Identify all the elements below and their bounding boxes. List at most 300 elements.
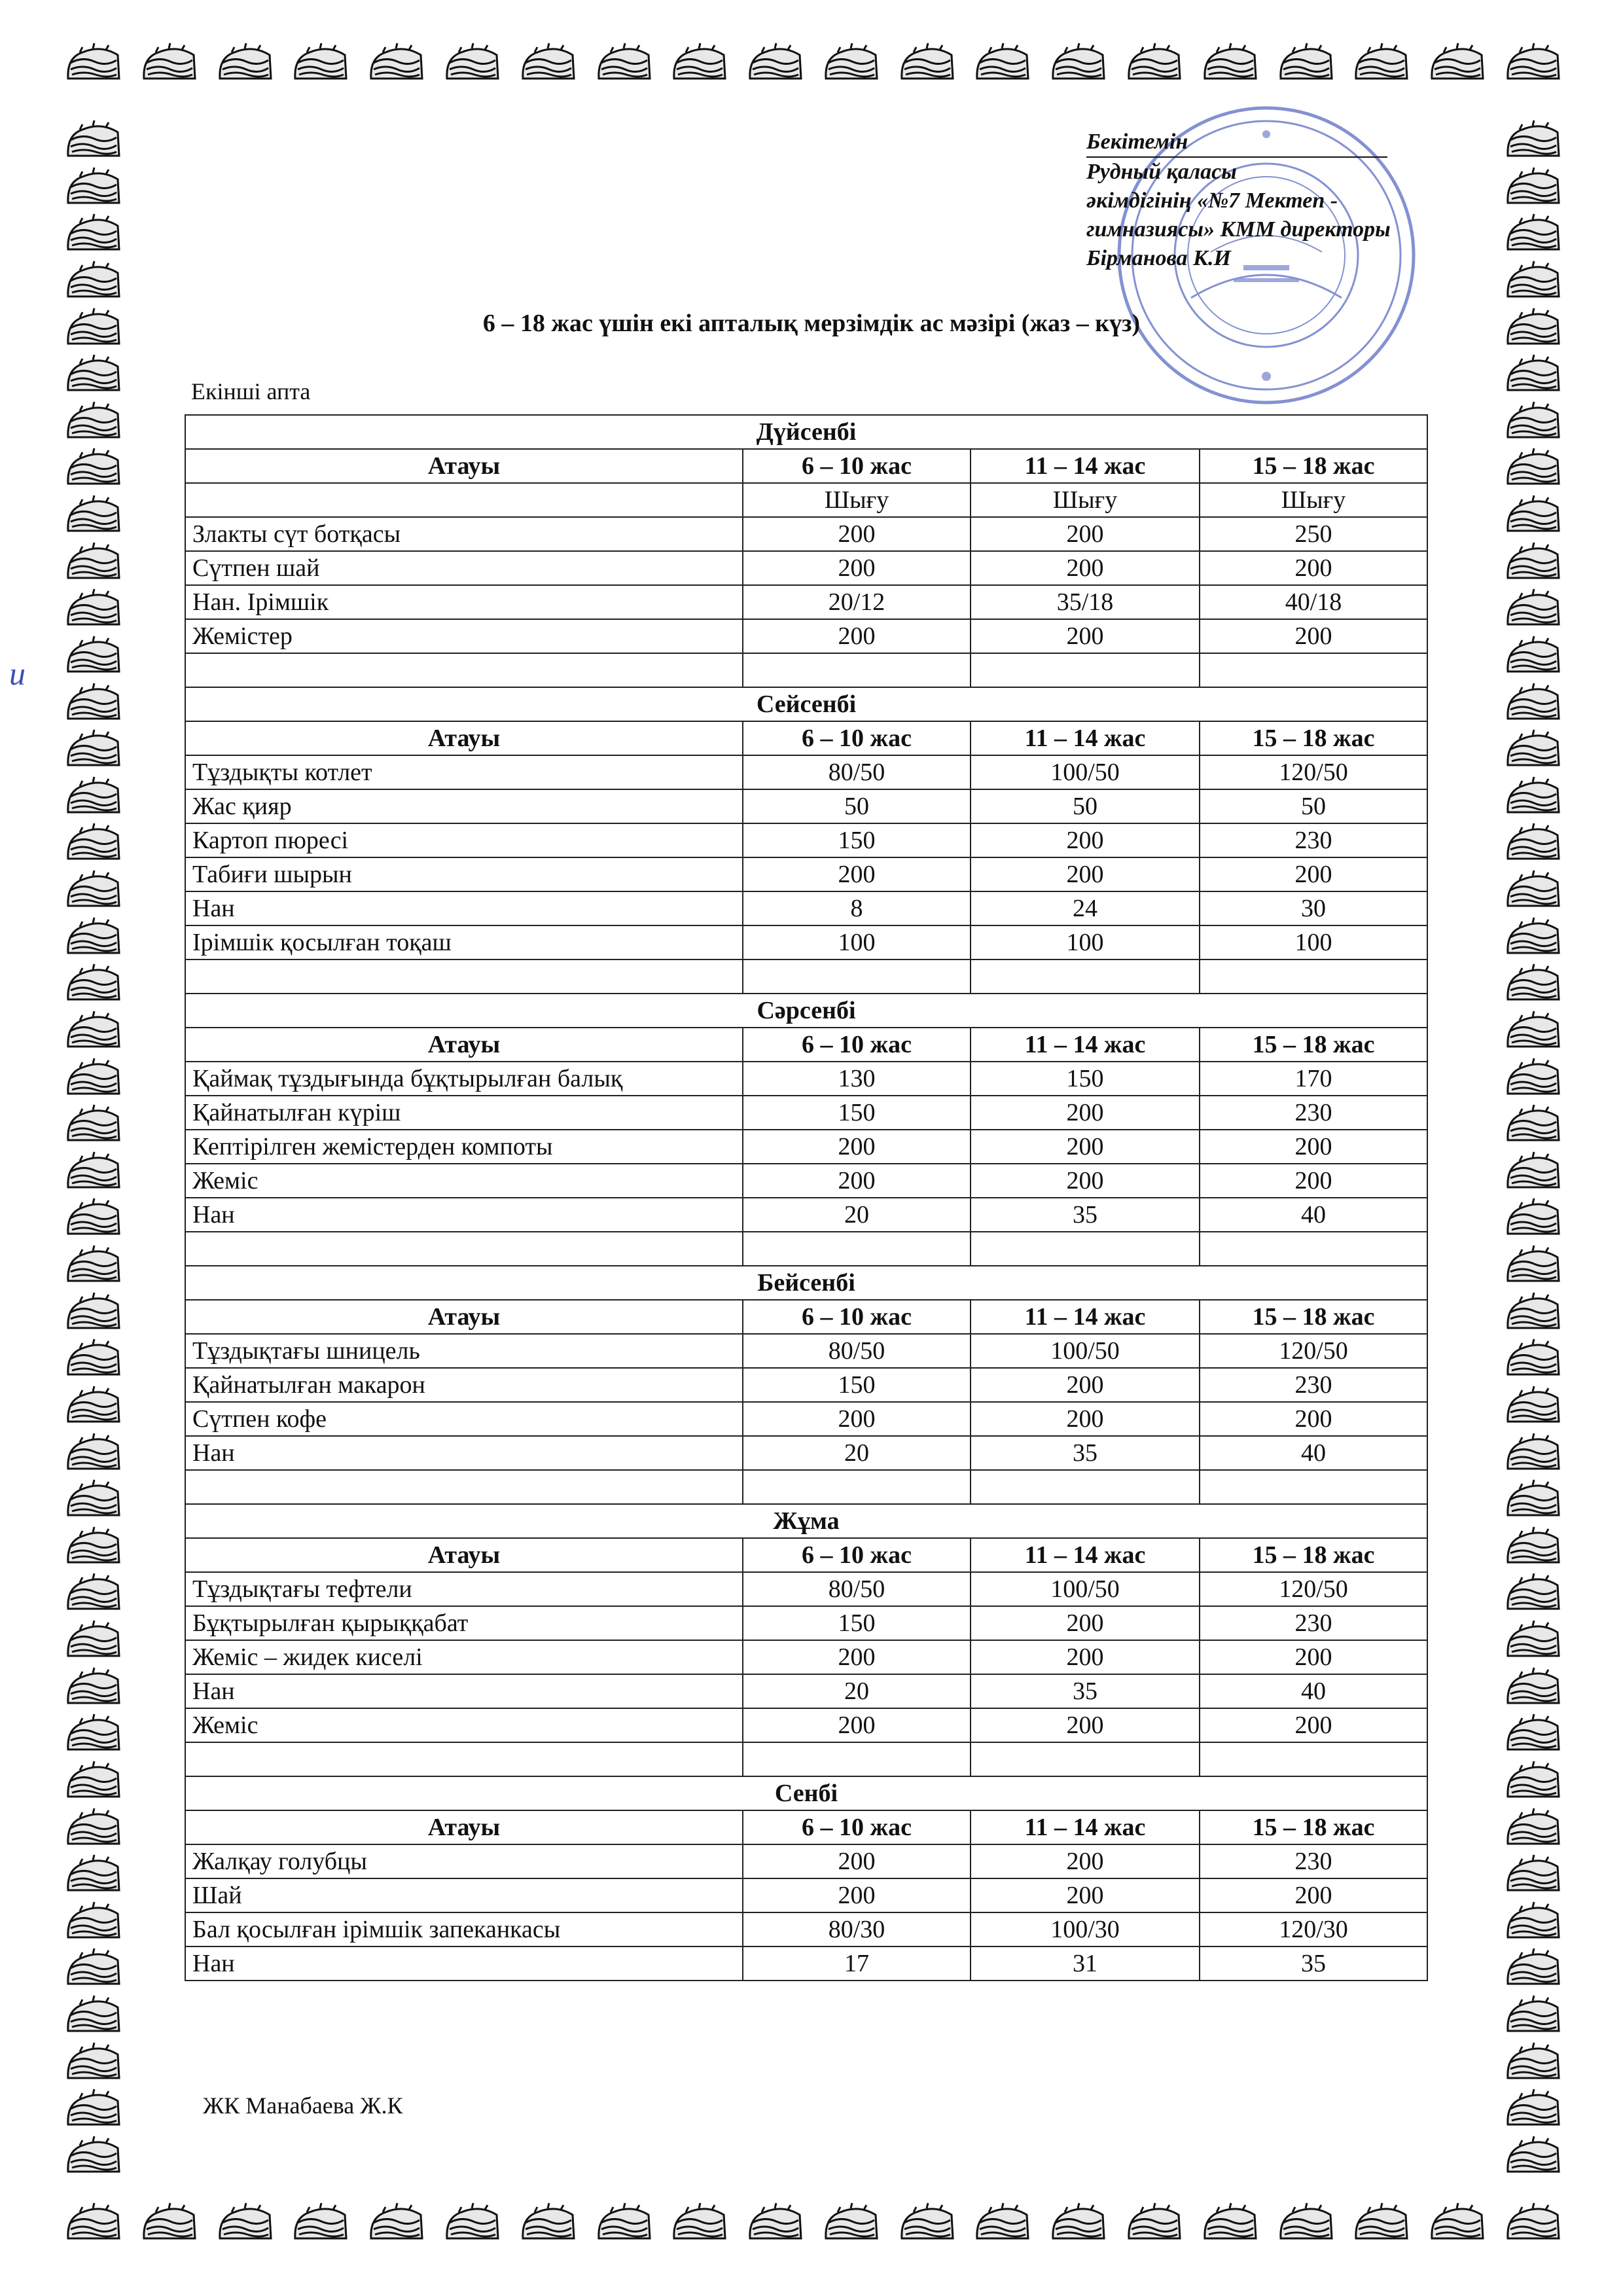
border-ornament-icon <box>1503 399 1563 446</box>
portion-11-14: 200 <box>971 823 1200 857</box>
table-row <box>185 1708 1427 1742</box>
portion-6-10: 80/50 <box>743 755 971 789</box>
header-name: Атауы <box>185 449 743 483</box>
dish-name: Қайнатылған күріш <box>185 1096 743 1130</box>
dish-name: Тұздықтағы тефтели <box>185 1572 743 1606</box>
border-ornament-icon <box>63 681 123 728</box>
border-ornament-icon <box>1503 1618 1563 1665</box>
table-row <box>185 823 1427 857</box>
table-row <box>185 891 1427 925</box>
day-name: Жұма <box>185 1504 1427 1538</box>
portion-11-14: 200 <box>971 1130 1200 1164</box>
column-header-row <box>185 449 1427 483</box>
dish-name: Жеміс <box>185 1708 743 1742</box>
border-ornament-icon <box>63 118 123 165</box>
portion-11-14: 100/50 <box>971 755 1200 789</box>
portion-6-10: 200 <box>743 857 971 891</box>
border-ornament-icon <box>63 727 123 774</box>
approval-heading: Бекітемін <box>1086 128 1387 158</box>
portion-15-18: 120/50 <box>1200 1572 1427 1606</box>
dish-name: Нан <box>185 891 743 925</box>
table-row <box>185 1368 1427 1402</box>
blank-cell <box>1200 1470 1427 1504</box>
header-age-15-18: 15 – 18 жас <box>1200 1300 1427 1334</box>
portion-11-14: 200 <box>971 1402 1200 1436</box>
border-ornament-icon <box>63 2087 123 2134</box>
border-ornament-icon <box>1124 2200 1184 2248</box>
border-ornament-icon <box>63 961 123 1009</box>
blank-cell <box>1200 653 1427 687</box>
border-ornament-icon <box>63 2040 123 2087</box>
portion-11-14: 100 <box>971 925 1200 960</box>
portion-6-10: 130 <box>743 1062 971 1096</box>
day-row <box>185 1266 1427 1300</box>
blank-cell <box>971 1470 1200 1504</box>
table-row <box>185 619 1427 653</box>
border-ornament-icon <box>290 2200 350 2248</box>
portion-6-10: 200 <box>743 551 971 585</box>
portion-6-10: 80/50 <box>743 1572 971 1606</box>
border-ornament-icon <box>63 774 123 821</box>
portion-15-18: 200 <box>1200 1878 1427 1912</box>
blank-cell <box>971 960 1200 994</box>
dish-name: Злакты сүт ботқасы <box>185 517 743 551</box>
dish-name: Нан <box>185 1198 743 1232</box>
header-age-15-18: 15 – 18 жас <box>1200 721 1427 755</box>
portion-6-10: 200 <box>743 1130 971 1164</box>
border-ornament-icon <box>63 399 123 446</box>
border-ornament-icon <box>518 41 578 88</box>
portion-11-14: 200 <box>971 1606 1200 1640</box>
portion-11-14: 50 <box>971 789 1200 823</box>
portion-6-10: 100 <box>743 925 971 960</box>
portion-15-18: 40 <box>1200 1674 1427 1708</box>
table-row <box>185 585 1427 619</box>
portion-15-18: 230 <box>1200 1096 1427 1130</box>
portion-15-18: 40/18 <box>1200 585 1427 619</box>
day-name: Сейсенбі <box>185 687 1427 721</box>
border-ornament-icon <box>1503 1149 1563 1196</box>
portion-6-10: 20 <box>743 1436 971 1470</box>
table-row <box>185 1878 1427 1912</box>
header-name: Атауы <box>185 1028 743 1062</box>
portion-15-18: 230 <box>1200 1606 1427 1640</box>
portion-6-10: 150 <box>743 1368 971 1402</box>
border-ornament-icon <box>63 1899 123 1946</box>
column-header-row <box>185 721 1427 755</box>
header-age-6-10: 6 – 10 жас <box>743 721 971 755</box>
border-ornament-icon <box>139 41 199 88</box>
border-ornament-icon <box>63 1431 123 1478</box>
day-row <box>185 1504 1427 1538</box>
portion-15-18: 200 <box>1200 857 1427 891</box>
portion-15-18: 230 <box>1200 1368 1427 1402</box>
border-ornament-icon <box>215 2200 275 2248</box>
border-ornament-icon <box>442 41 502 88</box>
approval-director: Бірманова К.И <box>1086 246 1231 270</box>
border-ornament-icon <box>1503 1290 1563 1337</box>
border-ornament-icon <box>63 41 123 88</box>
document-title: 6 – 18 жас үшін екі апталық мерзімдік ас мәзірі (жаз – күз) <box>482 310 1141 337</box>
border-ornament-icon <box>63 1852 123 1899</box>
dish-name: Бұқтырылған қырыққабат <box>185 1606 743 1640</box>
blank-cell <box>743 1232 971 1266</box>
portion-15-18: 120/50 <box>1200 755 1427 789</box>
portion-11-14: 24 <box>971 891 1200 925</box>
blank-cell <box>743 653 971 687</box>
border-ornament-icon <box>1503 493 1563 540</box>
dish-name: Тұздықты котлет <box>185 755 743 789</box>
table-row <box>185 1198 1427 1232</box>
border-ornament-icon <box>1503 1993 1563 2040</box>
column-header-row <box>185 1538 1427 1572</box>
portion-11-14: 150 <box>971 1062 1200 1096</box>
header-age-6-10: 6 – 10 жас <box>743 1538 971 1572</box>
dish-name: Тұздықтағы шницель <box>185 1334 743 1368</box>
border-ornament-icon <box>63 1243 123 1290</box>
blank-cell <box>743 960 971 994</box>
blank-cell <box>185 653 743 687</box>
table-row <box>185 1674 1427 1708</box>
portion-15-18: 120/50 <box>1200 1334 1427 1368</box>
border-ornament-icon <box>63 1477 123 1524</box>
border-ornament-icon <box>1503 2200 1563 2248</box>
border-ornament-icon <box>63 493 123 540</box>
portion-6-10: 20 <box>743 1198 971 1232</box>
border-ornament-icon <box>1503 1899 1563 1946</box>
dish-name: Ірімшік қосылған тоқаш <box>185 925 743 960</box>
border-ornament-icon <box>1503 868 1563 915</box>
blank-cell <box>185 1742 743 1776</box>
border-ornament-icon <box>1048 2200 1108 2248</box>
week-label: Екінші апта <box>191 378 311 404</box>
header-age-11-14: 11 – 14 жас <box>971 1028 1200 1062</box>
blank-cell <box>743 1470 971 1504</box>
border-ornament-icon <box>63 165 123 212</box>
dish-name: Жеміс – жидек киселі <box>185 1640 743 1674</box>
border-ornament-icon <box>1503 1477 1563 1524</box>
border-ornament-icon <box>1503 586 1563 634</box>
border-ornament-icon <box>366 2200 426 2248</box>
dish-name: Нан <box>185 1674 743 1708</box>
border-ornament-icon <box>63 1946 123 1993</box>
table-row <box>185 1130 1427 1164</box>
table-row <box>185 1572 1427 1606</box>
portion-15-18: 40 <box>1200 1436 1427 1470</box>
table-row <box>185 1062 1427 1096</box>
portion-11-14: 200 <box>971 1708 1200 1742</box>
border-ornament-icon <box>290 41 350 88</box>
header-age-6-10: 6 – 10 жас <box>743 1810 971 1844</box>
border-ornament-icon <box>1503 1759 1563 1806</box>
border-ornament-icon <box>1503 1336 1563 1384</box>
day-row <box>185 415 1427 449</box>
table-row <box>185 1436 1427 1470</box>
blank-row <box>185 960 1427 994</box>
portion-11-14: 200 <box>971 517 1200 551</box>
day-row <box>185 1776 1427 1810</box>
border-ornament-icon <box>669 41 729 88</box>
border-ornament-icon <box>215 41 275 88</box>
day-name: Бейсенбі <box>185 1266 1427 1300</box>
portion-15-18: 230 <box>1200 823 1427 857</box>
border-ornament-icon <box>139 2200 199 2248</box>
border-ornament-icon <box>1427 2200 1487 2248</box>
header-name: Атауы <box>185 1538 743 1572</box>
portion-6-10: 20/12 <box>743 585 971 619</box>
header-age-11-14: 11 – 14 жас <box>971 449 1200 483</box>
day-name: Сенбі <box>185 1776 1427 1810</box>
dish-name: Жемістер <box>185 619 743 653</box>
border-ornament-icon <box>594 41 654 88</box>
border-ornament-icon <box>1503 821 1563 868</box>
approval-line: гимназиясы» КММ директоры <box>1086 217 1391 242</box>
border-ornament-icon <box>1503 540 1563 587</box>
column-header-row <box>185 1300 1427 1334</box>
header-name: Атауы <box>185 1810 743 1844</box>
border-ornament-icon <box>1503 2087 1563 2134</box>
portion-6-10: 80/50 <box>743 1334 971 1368</box>
menu-table <box>185 414 1428 1981</box>
dish-name: Картоп пюресі <box>185 823 743 857</box>
border-ornament-icon <box>1503 727 1563 774</box>
border-ornament-icon <box>1503 118 1563 165</box>
portion-15-18: 200 <box>1200 1130 1427 1164</box>
header-name: Атауы <box>185 1300 743 1334</box>
border-ornament-icon <box>1503 2040 1563 2087</box>
border-ornament-icon <box>1503 1712 1563 1759</box>
border-ornament-icon <box>745 2200 805 2248</box>
border-ornament-icon <box>63 1571 123 1618</box>
portion-6-10: 200 <box>743 1878 971 1912</box>
blank-row <box>185 653 1427 687</box>
border-ornament-icon <box>897 41 957 88</box>
border-ornament-icon <box>1503 352 1563 399</box>
column-header-row <box>185 1028 1427 1062</box>
portion-11-14: 200 <box>971 1368 1200 1402</box>
table-row <box>185 1912 1427 1946</box>
dish-name: Жеміс <box>185 1164 743 1198</box>
header-age-6-10: 6 – 10 жас <box>743 1028 971 1062</box>
day-name: Сәрсенбі <box>185 994 1427 1028</box>
border-ornament-icon <box>63 821 123 868</box>
dish-name: Нан <box>185 1946 743 1981</box>
blank-cell <box>185 960 743 994</box>
portion-11-14: 35 <box>971 1198 1200 1232</box>
blank-cell <box>185 1470 743 1504</box>
header-age-15-18: 15 – 18 жас <box>1200 1538 1427 1572</box>
border-ornament-icon <box>1503 1852 1563 1899</box>
blank-cell <box>1200 1742 1427 1776</box>
portion-15-18: 200 <box>1200 619 1427 653</box>
portion-15-18: 200 <box>1200 1640 1427 1674</box>
blank-row <box>185 1742 1427 1776</box>
border-ornament-icon <box>1200 2200 1260 2248</box>
column-header-row <box>185 1810 1427 1844</box>
blank-row <box>185 1232 1427 1266</box>
border-ornament-icon <box>63 915 123 962</box>
dish-name: Нан. Ірімшік <box>185 585 743 619</box>
border-ornament-icon <box>1503 165 1563 212</box>
border-ornament-icon <box>63 1618 123 1665</box>
table-row <box>185 755 1427 789</box>
portion-6-10: 20 <box>743 1674 971 1708</box>
dish-name: Бал қосылған ірімшік запеканкасы <box>185 1912 743 1946</box>
portion-15-18: 230 <box>1200 1844 1427 1878</box>
dish-name: Табиғи шырын <box>185 857 743 891</box>
border-ornament-icon <box>669 2200 729 2248</box>
portion-6-10: 200 <box>743 1844 971 1878</box>
border-ornament-icon <box>63 1102 123 1149</box>
border-ornament-icon <box>63 1759 123 1806</box>
yield-label: Шығу <box>1200 483 1427 517</box>
border-ornament-icon <box>897 2200 957 2248</box>
table-row <box>185 1096 1427 1130</box>
dish-name: Жалқау голубцы <box>185 1844 743 1878</box>
portion-11-14: 200 <box>971 857 1200 891</box>
border-ornament-icon <box>1503 1243 1563 1290</box>
border-ornament-icon <box>1503 1571 1563 1618</box>
border-ornament-icon <box>63 1009 123 1056</box>
border-ornament-icon <box>1503 1524 1563 1571</box>
header-age-15-18: 15 – 18 жас <box>1200 1028 1427 1062</box>
portion-6-10: 80/30 <box>743 1912 971 1946</box>
border-ornament-icon <box>63 1524 123 1571</box>
portion-6-10: 150 <box>743 1606 971 1640</box>
portion-15-18: 100 <box>1200 925 1427 960</box>
border-ornament-icon <box>972 2200 1032 2248</box>
portion-11-14: 35 <box>971 1436 1200 1470</box>
border-ornament-icon <box>1503 211 1563 259</box>
border-ornament-icon <box>63 1196 123 1243</box>
border-ornament-icon <box>745 41 805 88</box>
blank-cell <box>185 1232 743 1266</box>
table-row <box>185 1164 1427 1198</box>
table-row <box>185 1402 1427 1436</box>
dish-name: Жас қияр <box>185 789 743 823</box>
dish-name: Нан <box>185 1436 743 1470</box>
table-row <box>185 1844 1427 1878</box>
blank-cell <box>971 1742 1200 1776</box>
approval-block <box>1086 128 1479 273</box>
border-ornament-icon <box>63 259 123 306</box>
portion-6-10: 200 <box>743 1708 971 1742</box>
portion-11-14: 200 <box>971 619 1200 653</box>
border-ornament-icon <box>1503 1946 1563 1993</box>
portion-15-18: 200 <box>1200 551 1427 585</box>
portion-11-14: 200 <box>971 1164 1200 1198</box>
dish-name: Қаймақ тұздығында бұқтырылған балық <box>185 1062 743 1096</box>
portion-11-14: 200 <box>971 551 1200 585</box>
border-ornament-icon <box>1351 2200 1411 2248</box>
yield-label: Шығу <box>743 483 971 517</box>
border-ornament-icon <box>1503 634 1563 681</box>
portion-15-18: 200 <box>1200 1402 1427 1436</box>
header-age-11-14: 11 – 14 жас <box>971 1810 1200 1844</box>
table-row <box>185 1334 1427 1368</box>
border-ornament-icon <box>1503 1009 1563 1056</box>
portion-15-18: 50 <box>1200 789 1427 823</box>
border-ornament-icon <box>63 586 123 634</box>
header-age-15-18: 15 – 18 жас <box>1200 1810 1427 1844</box>
border-ornament-icon <box>63 1993 123 2040</box>
border-ornament-icon <box>63 211 123 259</box>
border-ornament-icon <box>821 2200 881 2248</box>
border-ornament-icon <box>63 868 123 915</box>
table-row <box>185 925 1427 960</box>
border-ornament-icon <box>1503 259 1563 306</box>
portion-15-18: 250 <box>1200 517 1427 551</box>
border-ornament-icon <box>1503 2134 1563 2181</box>
portion-11-14: 100/50 <box>971 1334 1200 1368</box>
portion-15-18: 170 <box>1200 1062 1427 1096</box>
portion-6-10: 17 <box>743 1946 971 1981</box>
portion-6-10: 150 <box>743 823 971 857</box>
yield-blank <box>185 483 743 517</box>
yield-row <box>185 483 1427 517</box>
border-ornament-icon <box>1503 1056 1563 1103</box>
border-ornament-icon <box>1503 1431 1563 1478</box>
border-ornament-icon <box>821 41 881 88</box>
blank-cell <box>1200 960 1427 994</box>
border-ornament-icon <box>1503 961 1563 1009</box>
border-ornament-icon <box>1351 41 1411 88</box>
portion-6-10: 200 <box>743 517 971 551</box>
dish-name: Сүтпен кофе <box>185 1402 743 1436</box>
yield-label: Шығу <box>971 483 1200 517</box>
portion-11-14: 200 <box>971 1878 1200 1912</box>
border-ornament-icon <box>442 2200 502 2248</box>
border-ornament-icon <box>1503 1665 1563 1712</box>
table-row <box>185 517 1427 551</box>
portion-15-18: 40 <box>1200 1198 1427 1232</box>
dish-name: Шай <box>185 1878 743 1912</box>
border-ornament-icon <box>1503 1102 1563 1149</box>
border-ornament-icon <box>1427 41 1487 88</box>
approval-line: әкімдігінің «№7 Мектеп - <box>1086 188 1338 213</box>
dish-name: Сүтпен шай <box>185 551 743 585</box>
portion-6-10: 150 <box>743 1096 971 1130</box>
border-ornament-icon <box>1048 41 1108 88</box>
border-ornament-icon <box>518 2200 578 2248</box>
blank-cell <box>971 1232 1200 1266</box>
border-ornament-icon <box>1503 1196 1563 1243</box>
day-name: Дүйсенбі <box>185 415 1427 449</box>
portion-6-10: 200 <box>743 1640 971 1674</box>
border-ornament-icon <box>63 352 123 399</box>
portion-6-10: 200 <box>743 1164 971 1198</box>
dish-name: Қайнатылған макарон <box>185 1368 743 1402</box>
table-row <box>185 1640 1427 1674</box>
portion-11-14: 31 <box>971 1946 1200 1981</box>
portion-15-18: 30 <box>1200 891 1427 925</box>
dish-name: Кептірілген жемістерден компоты <box>185 1130 743 1164</box>
border-ornament-icon <box>1503 681 1563 728</box>
portion-11-14: 35/18 <box>971 585 1200 619</box>
footer-signatory: ЖК Манабаева Ж.К <box>203 2092 403 2119</box>
portion-11-14: 200 <box>971 1640 1200 1674</box>
border-ornament-icon <box>63 446 123 493</box>
border-ornament-icon <box>366 41 426 88</box>
table-row <box>185 1606 1427 1640</box>
border-ornament-icon <box>1503 41 1563 88</box>
border-ornament-icon <box>63 1806 123 1853</box>
day-row <box>185 687 1427 721</box>
approval-line: Рудный қаласы <box>1086 160 1237 184</box>
border-ornament-icon <box>1275 2200 1336 2248</box>
portion-6-10: 50 <box>743 789 971 823</box>
table-row <box>185 789 1427 823</box>
